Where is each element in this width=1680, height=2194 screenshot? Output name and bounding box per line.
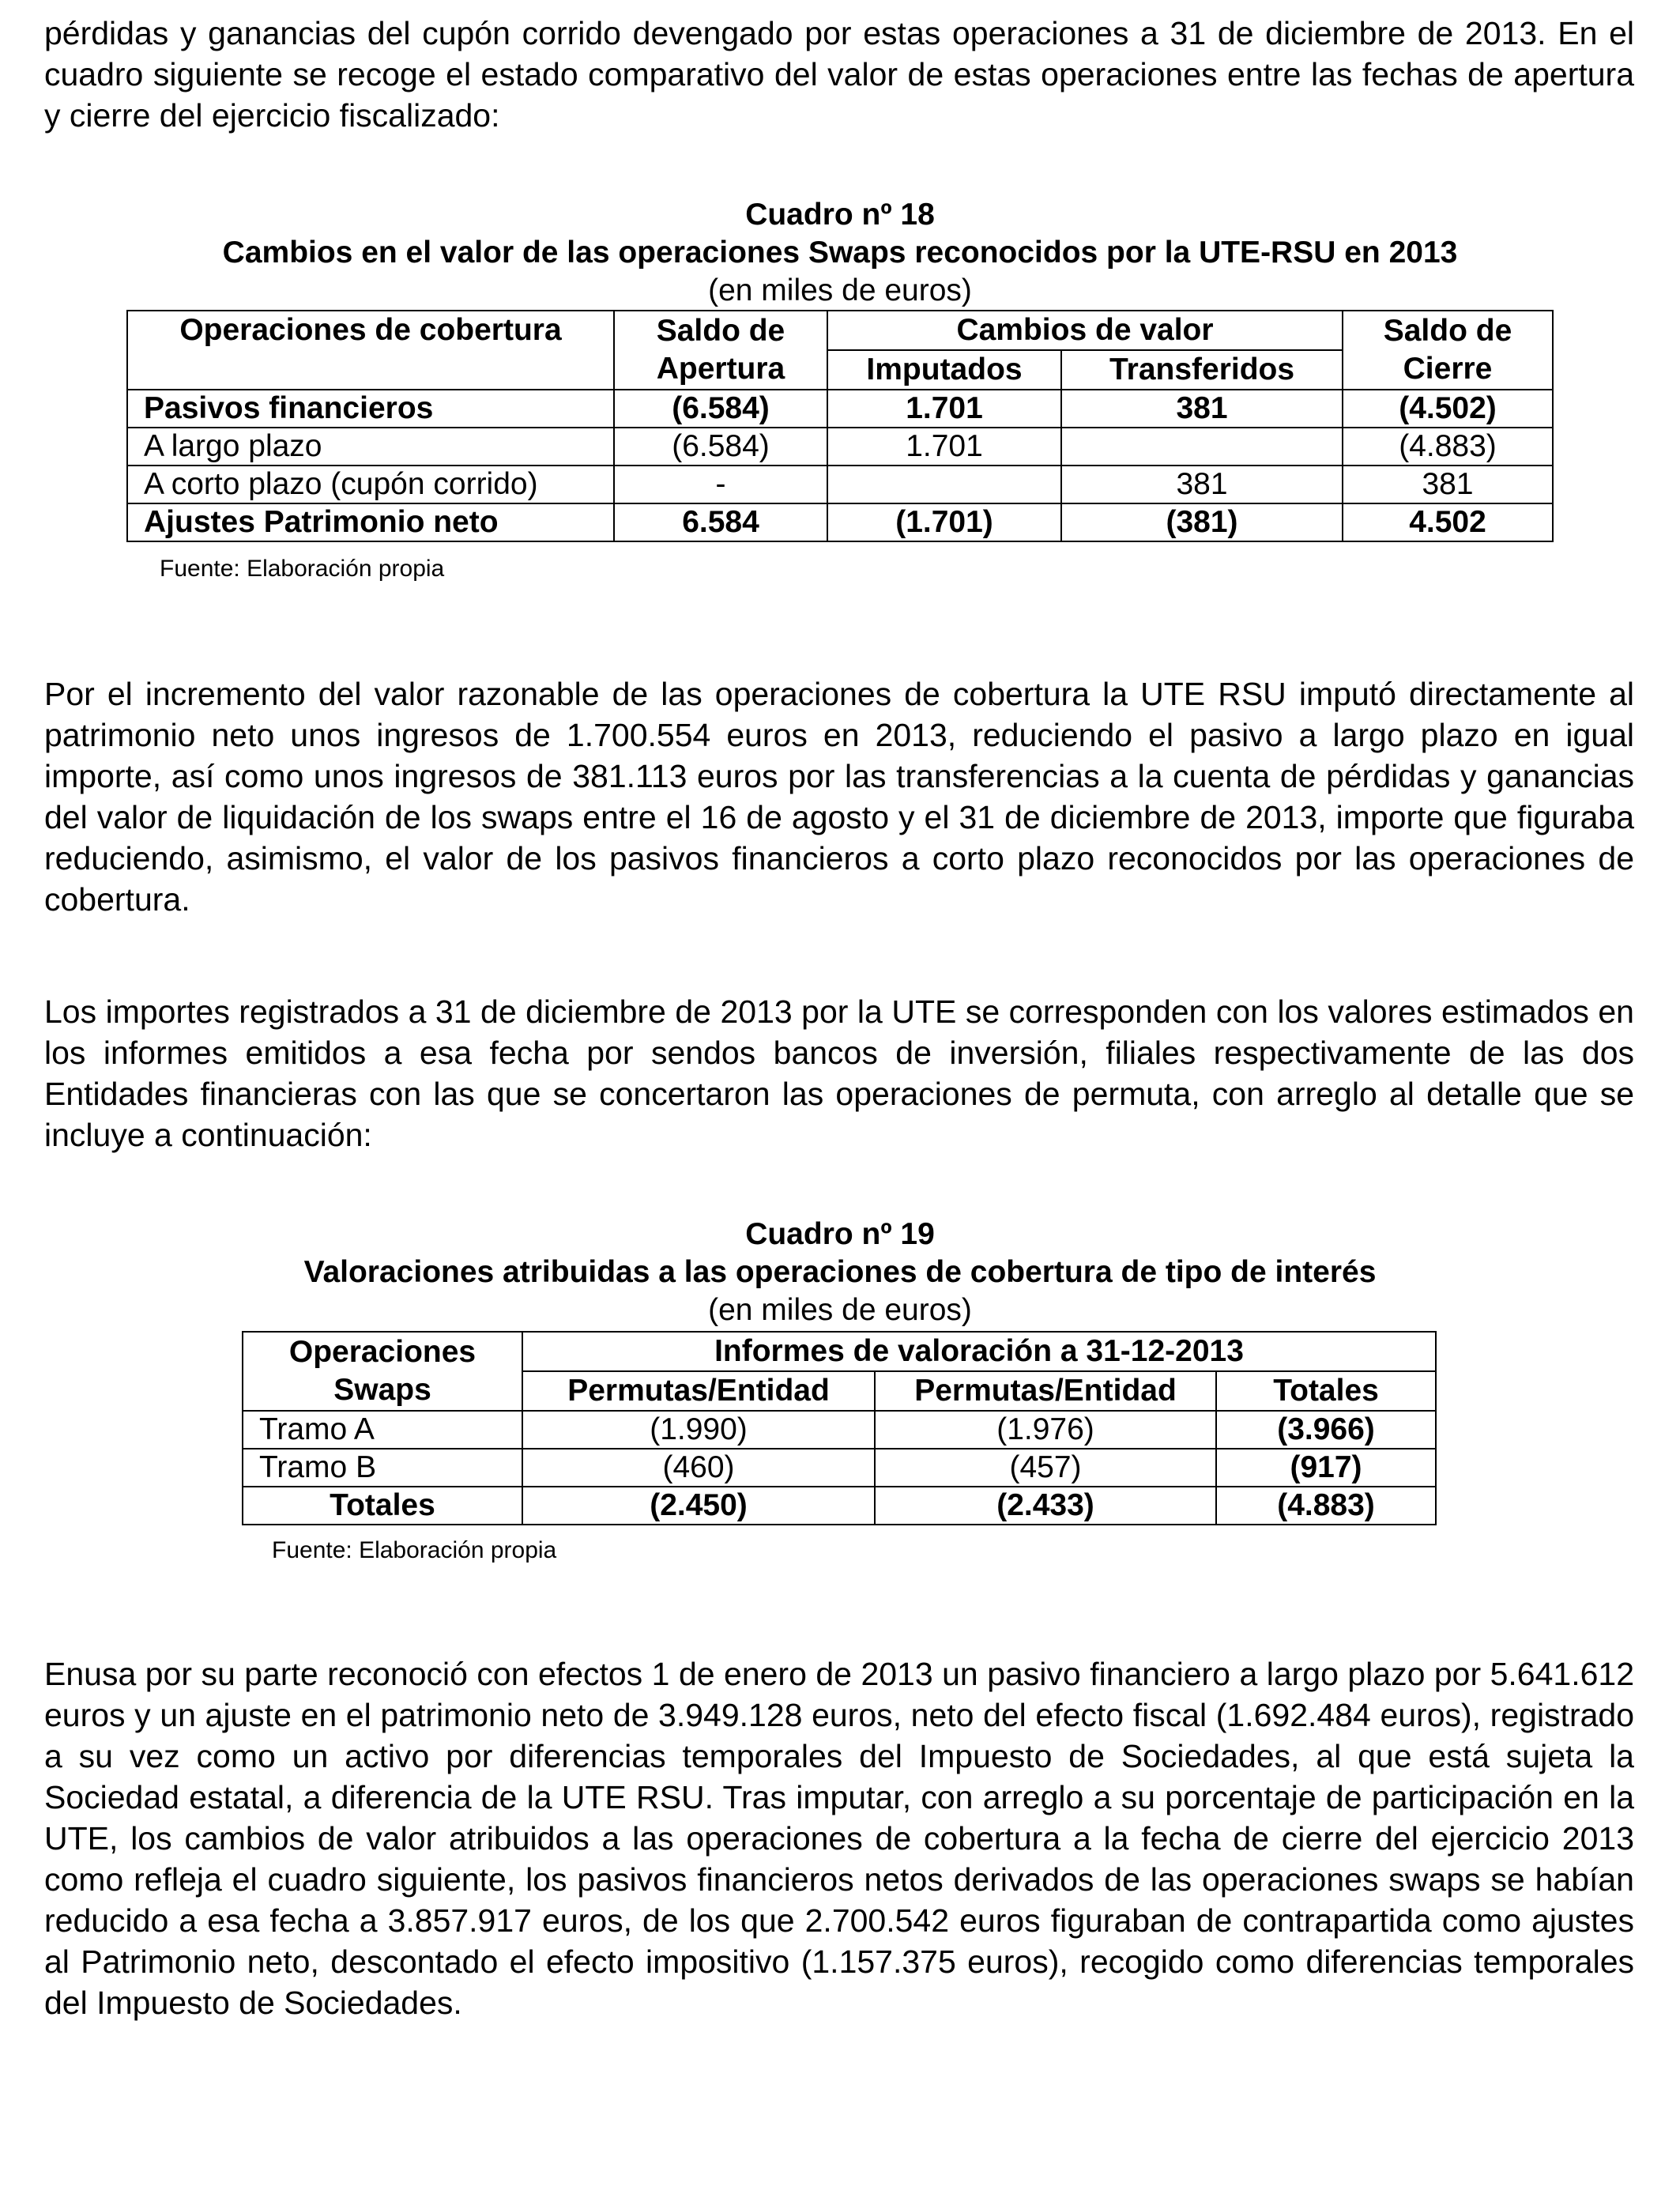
table19-header-permutas-b: Permutas/Entidad [875, 1371, 1216, 1411]
table19-header-ops [243, 1332, 522, 1411]
table19-header-row-1 [243, 1332, 1436, 1371]
table-cell: (6.584) [614, 428, 827, 466]
table18-header-saldo-apertura-line2: Apertura [656, 352, 785, 386]
table18-header-cambios: Cambios de valor [827, 311, 1343, 350]
table-cell: (460) [522, 1449, 875, 1487]
table18-number: Cuadro nº 18 [745, 198, 935, 232]
table18-title: Cambios en el valor de las operaciones Swaps reconocidos por la UTE-RSU en 2013 [222, 236, 1458, 270]
table18-header-saldo-apertura [614, 311, 827, 390]
table18-source: Fuente: Elaboración propia [160, 556, 445, 582]
table-row [243, 1411, 1436, 1449]
table19-title: Valoraciones atribuidas a las operaciones de cobertura de tipo de interés [303, 1255, 1377, 1289]
table19-header-ops-line2: Swaps [333, 1373, 431, 1407]
table18-header-saldo-apertura-line1: Saldo de [656, 314, 785, 348]
table19-header-informes: Informes de valoración a 31-12-2013 [522, 1332, 1436, 1371]
table18-header-imputados: Imputados [827, 350, 1061, 390]
table19-header-ops-line1: Operaciones [288, 1335, 477, 1369]
table-cell: 1.701 [827, 428, 1061, 466]
table19-header-permutas-a: Permutas/Entidad [522, 1371, 875, 1411]
table-cell: (381) [1061, 503, 1343, 541]
table-cell: (2.450) [522, 1487, 875, 1525]
table19-unit: (en miles de euros) [708, 1293, 972, 1327]
table-cell [1061, 428, 1343, 466]
table-cell: (917) [1216, 1449, 1436, 1487]
table-cell: 1.701 [827, 390, 1061, 428]
table-cell: Totales [243, 1487, 522, 1525]
table-cell: Tramo B [243, 1449, 522, 1487]
table-row [243, 1449, 1436, 1487]
table19-source: Fuente: Elaboración propia [272, 1537, 557, 1563]
table-cell: 4.502 [1343, 503, 1553, 541]
table19-number: Cuadro nº 19 [745, 1217, 935, 1251]
table-cell: 6.584 [614, 503, 827, 541]
table-row [127, 428, 1553, 466]
table-cell: A largo plazo [127, 428, 614, 466]
table-cell: Tramo A [243, 1411, 522, 1449]
table-cell: (4.502) [1343, 390, 1553, 428]
table18-header-ops: Operaciones de cobertura [127, 311, 614, 390]
table-cell: - [614, 466, 827, 503]
table18-unit: (en miles de euros) [708, 273, 972, 307]
table-cell: (1.990) [522, 1411, 875, 1449]
table-cell: 381 [1061, 466, 1343, 503]
table-cell: (6.584) [614, 390, 827, 428]
table-cell: A corto plazo (cupón corrido) [127, 466, 614, 503]
table-cell: 381 [1061, 390, 1343, 428]
table-cell: (2.433) [875, 1487, 1216, 1525]
table18-header-saldo-cierre-line2: Cierre [1403, 352, 1493, 386]
table-cell: (3.966) [1216, 1411, 1436, 1449]
table18 [126, 310, 1554, 542]
paragraph-informes: Los importes registrados a 31 de diciembre de 2013 por la UTE se corresponden con los valores estimados en los informes emitidos a esa fecha por sendos bancos de inversión, filiales respectivamente de las dos Entidades financieras con las que se concertaron las operaciones de permuta, con arreglo al detalle que se incluye a continuación: [44, 993, 1634, 1153]
paragraph-valor-razonable: Por el incremento del valor razonable de las operaciones de cobertura la UTE RSU imputó directamente al patrimonio neto unos ingresos de 1.700.554 euros en 2013, reduciendo el pasivo a largo plazo en igual importe, así como unos ingresos de 381.113 euros por las transferencias a la cuenta de pérdidas y ganancias del valor de liquidación de los swaps entre el 16 de agosto y el 31 de diciembre de 2013, importe que figuraba reduciendo, asimismo, el valor de los pasivos financieros a corto plazo reconocidos por las operaciones de cobertura. [44, 676, 1634, 918]
table-row [127, 466, 1553, 503]
table-cell: (4.883) [1343, 428, 1553, 466]
table-row [127, 503, 1553, 541]
table-row [243, 1487, 1436, 1525]
table-cell: 381 [1343, 466, 1553, 503]
table-cell [827, 466, 1061, 503]
table18-header-row-1 [127, 311, 1553, 350]
table18-header-transferidos: Transferidos [1061, 350, 1343, 390]
paragraph-intro: pérdidas y ganancias del cupón corrido devengado por estas operaciones a 31 de diciembre de 2013. En el cuadro siguiente se recoge el estado comparativo del valor de estas operaciones entre las fechas de apertura y cierre del ejercicio fiscalizado: [44, 15, 1634, 134]
table-cell: (1.976) [875, 1411, 1216, 1449]
table19 [242, 1331, 1437, 1525]
table18-header-saldo-cierre-line1: Saldo de [1383, 314, 1512, 348]
table19-header-totales: Totales [1216, 1371, 1436, 1411]
table-cell: Ajustes Patrimonio neto [127, 503, 614, 541]
table18-header-saldo-cierre [1343, 311, 1553, 390]
table-cell: (1.701) [827, 503, 1061, 541]
table-cell: (4.883) [1216, 1487, 1436, 1525]
paragraph-enusa: Enusa por su parte reconoció con efectos 1 de enero de 2013 un pasivo financiero a largo plazo por 5.641.612 euros y un ajuste en el patrimonio neto de 3.949.128 euros, neto del efecto fiscal (1.692.484 euros), registrado a su vez como un activo por diferencias temporales del Impuesto de Sociedades, al que está sujeta la Sociedad estatal, a diferencia de la UTE RSU. Tras imputar, con arreglo a su porcentaje de participación en la UTE, los cambios de valor atribuidos a las operaciones de cobertura a la fecha de cierre del ejercicio 2013 como refleja el cuadro siguiente, los pasivos financieros netos derivados de las operaciones swaps se habían reducido a esa fecha a 3.857.917 euros, de los que 2.700.542 euros figuraban de contrapartida como ajustes al Patrimonio neto, descontado el efecto impositivo (1.157.375 euros), recogido como diferencias temporales del Impuesto de Sociedades. [44, 1656, 1634, 2021]
table-row [127, 390, 1553, 428]
table-cell: Pasivos financieros [127, 390, 614, 428]
table-cell: (457) [875, 1449, 1216, 1487]
